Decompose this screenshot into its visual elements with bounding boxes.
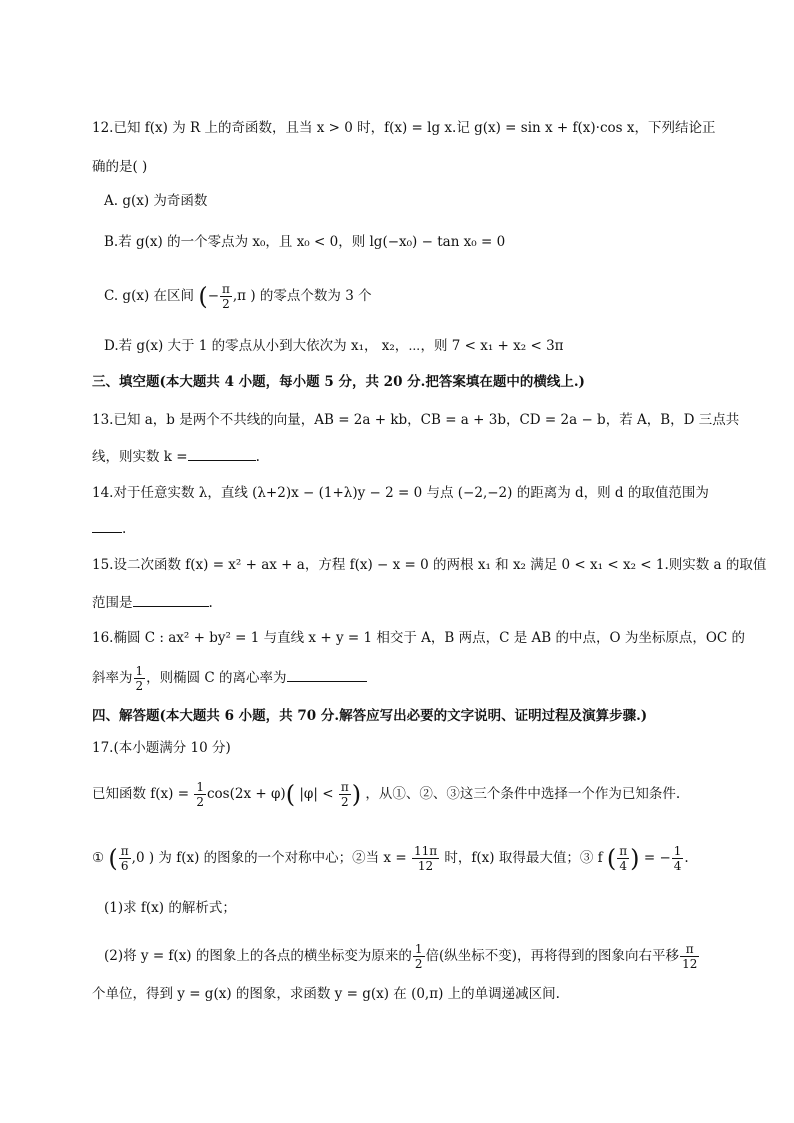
paren-open: ( [198, 282, 208, 311]
q13-stem-line2: 线，则实数 k = . [92, 446, 260, 467]
fraction-num: π [619, 844, 628, 858]
section-3-heading: 三、填空题(本大题共 4 小题，每小题 5 分，共 20 分.把答案填在题中的横线上.) [92, 374, 585, 390]
fraction [672, 844, 684, 873]
fraction-den: 4 [619, 859, 628, 873]
q12-option-c: C. g(x) 在区间 (− $\frac{\pi}{2}$ ,π ) 的零点个数为 3 个 [104, 282, 372, 311]
fraction-den: 2 [414, 957, 423, 971]
q17-cond2-rest: 时，f(x) 取得最大值；③ f [440, 850, 607, 866]
q17-sub2-pre: (2)将 y = f(x) 的图象上的各点的横坐标变为原来的 [104, 948, 412, 964]
fraction-num: 1 [196, 780, 204, 794]
answer-blank [92, 518, 122, 533]
q17-stem-pre: 已知函数 f(x) = [92, 786, 194, 802]
q13-line2-text: 线，则实数 k = [92, 449, 188, 465]
fraction [680, 942, 699, 971]
paren-open: ( [285, 780, 296, 809]
fraction-num: 1 [673, 844, 682, 858]
q12-option-b: B.若 g(x) 的一个零点为 x₀，且 x₀ < 0，则 lg(−x₀) − tan x₀ = 0 [104, 234, 506, 250]
q15-stem-line2: 范围是 . [92, 592, 213, 613]
paren-open: ( [606, 844, 617, 873]
fraction [617, 844, 629, 873]
q15-stem-line1: 15.设二次函数 f(x) = x² + ax + a，方程 f(x) − x = 0 的两根 x₁ 和 x₂ 满足 0 < x₁ < x₂ < 1.则实数 a 的取值 [92, 557, 767, 573]
q14-stem-line1: 14.对于任意实数 λ，直线 (λ+2)x − (1+λ)y − 2 = 0 与点 (−2,−2) 的距离为 d，则 d 的取值范围为 [92, 485, 709, 501]
q16-line2-post: ，则椭圆 C 的离心率为 [146, 670, 287, 686]
q12-option-c-pre: C. g(x) 在区间 [104, 288, 199, 304]
q14-stem-line2: . [92, 518, 126, 539]
fraction-den: 4 [673, 859, 682, 873]
q13-stem-line1: 13.已知 a，b 是两个不共线的向量，AB = 2a + kb，CB = a + 3b，CD = 2a − b，若 A，B，D 三点共 [92, 412, 740, 428]
fraction-num: π [340, 780, 349, 794]
fraction [119, 844, 131, 873]
q17-stem [92, 780, 680, 809]
paren-open: ( [108, 844, 118, 873]
q17-sub2-line1 [104, 942, 700, 971]
answer-blank [133, 592, 209, 607]
section-4-heading: 四、解答题(本大题共 6 小题，共 70 分.解答应写出必要的文字说明、证明过程及演算步骤.) [92, 708, 648, 724]
q17-sub1: (1)求 f(x) 的解析式； [104, 900, 236, 916]
fraction [194, 780, 206, 809]
fraction-num: π [120, 844, 129, 858]
fraction [412, 844, 439, 873]
answer-blank [287, 667, 367, 682]
fraction-num: π [222, 282, 230, 296]
q17-conditions: ① ( $\frac{\pi}{6}$ ,0 ) 为 f(x) 的图象的一个对称中心；②当 x = $\frac{11\pi}{12}$ 时，f(x) 取得最大值；③ f ( $\frac{\pi}{4}$ ) = − $\frac{1}{4}$ . [92, 844, 689, 873]
q17-cond3-rest: = − [639, 850, 671, 866]
q16-stem-line2 [92, 664, 367, 693]
q16-line2-pre: 斜率为 [92, 670, 133, 686]
fraction-den: 2 [340, 795, 349, 809]
fraction-num: 11π [413, 844, 438, 858]
q17-stem-cond: |φ| < [295, 786, 338, 802]
q17-stem-mid: cos(2x + φ) [206, 786, 286, 802]
paren-close: ) [351, 780, 362, 809]
fraction-den: 2 [135, 679, 144, 693]
q12-option-c-post: ,π ) 的零点个数为 3 个 [232, 288, 372, 304]
fraction [220, 282, 232, 311]
q12-stem-line1: 12.已知 f(x) 为 R 上的奇函数，且当 x > 0 时，f(x) = lg x.记 g(x) = sin x + f(x)·cos x，下列结论正 [92, 120, 716, 136]
q12-option-d: D.若 g(x) 大于 1 的零点从小到大依次为 x₁， x₂，⋯，则 7 < x₁ + x₂ < 3π [104, 338, 564, 354]
answer-blank [188, 446, 256, 461]
fraction-den: 6 [120, 859, 129, 873]
q16-stem-line1: 16.椭圆 C : ax² + by² = 1 与直线 x + y = 1 相交于 A，B 两点，C 是 AB 的中点，O 为坐标原点，OC 的 [92, 630, 746, 646]
q17-header: 17.(本小题满分 10 分) [92, 740, 231, 756]
paren-close: ) [630, 844, 640, 873]
fraction-num: 1 [135, 664, 144, 678]
q17-sub2-line2: 个单位，得到 y = g(x) 的图象，求函数 y = g(x) 在 (0,π) 上的单调递减区间. [92, 986, 560, 1002]
fraction [134, 664, 146, 693]
fraction [339, 780, 351, 809]
q17-cond1-label: ① [92, 850, 109, 866]
fraction-den: 12 [417, 859, 434, 873]
fraction-den: 12 [682, 957, 698, 971]
fraction-den: 2 [196, 795, 204, 809]
q17-sub2-mid: 倍(纵坐标不变)，再将得到的图象向右平移 [425, 948, 680, 964]
fraction [413, 942, 425, 971]
q12-option-a: A. g(x) 为奇函数 [104, 193, 208, 209]
fraction-num: 1 [414, 942, 423, 956]
q12-stem-line2: 确的是( ) [92, 159, 148, 175]
q17-stem-post: ，从①、②、③这三个条件中选择一个作为已知条件. [361, 786, 681, 802]
q15-line2-text: 范围是 [92, 595, 133, 611]
fraction-den: 2 [222, 297, 230, 311]
fraction-num: π [680, 942, 699, 957]
q17-cond1-rest: ,0 ) 为 f(x) 的图象的一个对称中心；②当 x = [131, 850, 411, 866]
